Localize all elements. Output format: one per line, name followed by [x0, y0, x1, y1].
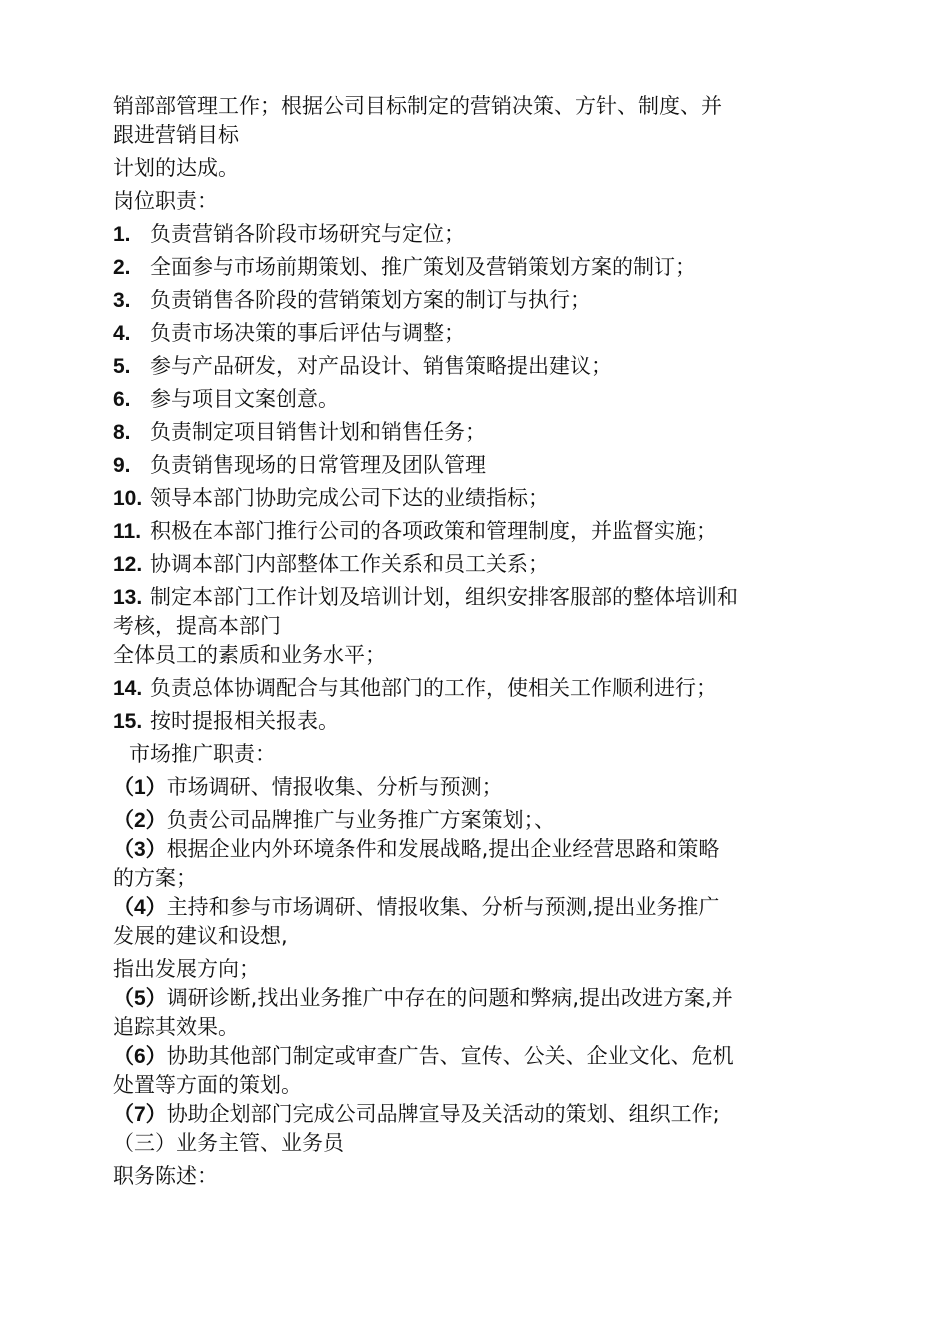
duty-number: 10. [113, 487, 143, 510]
duty-number: 3. [113, 289, 131, 312]
promo-number: （2） [113, 809, 167, 832]
duty-item [113, 482, 813, 515]
promo-item [113, 1102, 813, 1127]
duty-item [113, 350, 813, 383]
duty-text: 制定本部门工作计划及培训计划，组织安排客服部的整体培训和 [150, 585, 738, 609]
duty-number: 6. [113, 388, 131, 411]
promo-text: 市场调研、情报收集、分析与预测； [166, 775, 503, 799]
duty-text: 负责销售现场的日常管理及团队管理 [150, 453, 486, 477]
duty-number: 11. [113, 520, 142, 543]
duty-13-continuation-2: 全体员工的素质和业务水平； [113, 643, 386, 667]
duty-text: 全面参与市场前期策划、推广策划及营销策划方案的制订； [150, 255, 696, 279]
duty-number: 15. [113, 710, 143, 733]
duty-item [113, 705, 813, 738]
promo-item [113, 804, 813, 837]
duty-text: 负责市场决策的事后评估与调整； [150, 321, 465, 345]
duty-number: 12. [113, 553, 143, 576]
duty-text: 负责制定项目销售计划和销售任务； [150, 420, 486, 444]
intro-line-1: 销部部管理工作；根据公司目标制定的营销决策、方针、制度、并 [113, 94, 722, 118]
duty-text: 参与产品研发，对产品设计、销售策略提出建议； [150, 354, 612, 378]
duty-number: 9. [113, 454, 131, 477]
promo-number: （5） [113, 987, 167, 1010]
duty-number: 4. [113, 322, 131, 345]
duty-number: 14. [113, 677, 143, 700]
promo-continuation: 指出发展方向； [113, 957, 260, 981]
promo-heading: 市场推广职责： [129, 742, 276, 766]
duty-text: 按时提报相关报表。 [150, 709, 339, 733]
promo-continuation: 发展的建议和设想, [113, 924, 288, 948]
promo-item [113, 1044, 813, 1069]
promo-number: （6） [113, 1045, 167, 1068]
promo-item [113, 895, 813, 920]
duty-item [113, 218, 813, 251]
duty-number: 2. [113, 256, 131, 279]
document-body [113, 94, 813, 1193]
promo-continuation: 处置等方面的策划。 [113, 1073, 302, 1097]
promo-continuation: 的方案； [113, 866, 197, 890]
duty-number: 13. [113, 586, 143, 609]
duty-text: 积极在本部门推行公司的各项政策和管理制度，并监督实施； [150, 519, 717, 543]
promo-number: （7） [113, 1103, 167, 1126]
promo-text: 协助企划部门完成公司品牌宣导及关活动的策划、组织工作; [166, 1102, 720, 1126]
intro-line-2: 跟进营销目标 [113, 123, 239, 147]
duty-item [113, 515, 813, 548]
promo-text: 协助其他部门制定或审查广告、宣传、公关、企业文化、危机 [166, 1044, 734, 1068]
promo-number: （3） [113, 838, 167, 861]
duty-number: 8. [113, 421, 131, 444]
promo-item [113, 837, 813, 862]
duty-number: 5. [113, 355, 131, 378]
promo-number: （4） [113, 896, 167, 919]
duty-text: 领导本部门协助完成公司下达的业绩指标； [150, 486, 549, 510]
promo-number: （1） [113, 776, 167, 799]
section-3-heading: （三）业务主管、业务员 [113, 1131, 344, 1155]
promo-text: 主持和参与市场调研、情报收集、分析与预测,提出业务推广 [166, 895, 720, 919]
duty-text: 负责销售各阶段的营销策划方案的制订与执行； [150, 288, 591, 312]
promo-item [113, 986, 813, 1011]
promo-text: 负责公司品牌推广与业务推广方案策划；、 [166, 808, 556, 832]
duty-text: 负责营销各阶段市场研究与定位； [150, 222, 465, 246]
duty-item [113, 581, 813, 614]
duty-item [113, 383, 813, 416]
duty-13-continuation-1: 考核，提高本部门 [113, 614, 281, 638]
promo-text: 调研诊断,找出业务推广中存在的问题和弊病,提出改进方案,并 [166, 986, 733, 1010]
intro-line-3: 计划的达成。 [113, 156, 239, 180]
duty-item [113, 251, 813, 284]
duty-item [113, 317, 813, 350]
duty-item [113, 284, 813, 317]
duty-item [113, 416, 813, 449]
promo-text: 根据企业内外环境条件和发展战略,提出企业经营思路和策略 [166, 837, 720, 861]
duty-item [113, 449, 813, 482]
duty-item [113, 672, 813, 705]
duty-text: 负责总体协调配合与其他部门的工作，使相关工作顺利进行； [150, 676, 717, 700]
duty-item [113, 548, 813, 581]
duties-heading: 岗位职责： [113, 189, 218, 213]
duty-number: 1. [113, 223, 131, 246]
duty-text: 参与项目文案创意。 [150, 387, 339, 411]
duty-text: 协调本部门内部整体工作关系和员工关系； [150, 552, 549, 576]
job-description-heading: 职务陈述： [113, 1164, 218, 1188]
promo-item [113, 771, 813, 804]
promo-continuation: 追踪其效果。 [113, 1015, 239, 1039]
